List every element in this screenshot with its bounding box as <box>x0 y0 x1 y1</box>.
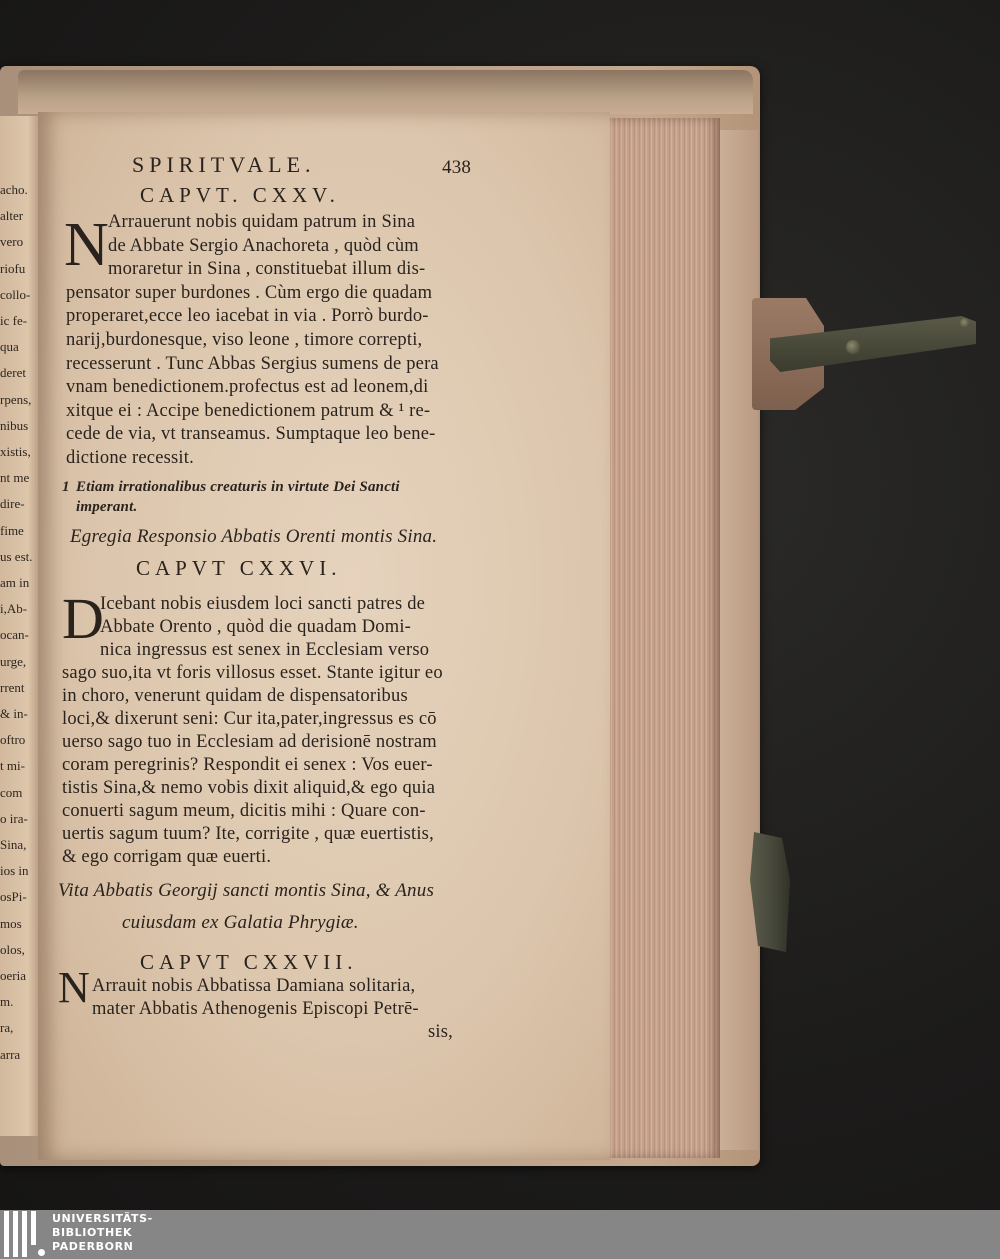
text-line: narij,burdonesque, viso leone , timore correpti, <box>66 330 423 350</box>
drop-cap: N <box>64 211 109 279</box>
left-page-text-fragment: arra <box>0 1046 21 1062</box>
left-page-text-fragment: olos, <box>0 941 25 957</box>
page-number: 438 <box>442 157 472 178</box>
left-page-text-fragment: nt me <box>0 470 30 486</box>
text-line: mater Abbatis Athenogenis Episcopi Petrē- <box>92 999 419 1019</box>
marginal-note: imperant. <box>76 499 138 515</box>
running-head: SPIRITVALE. <box>132 152 316 177</box>
drop-cap: D <box>62 586 104 651</box>
library-name-line: BIBLIOTHEK <box>52 1226 133 1239</box>
text-line: cede de via, vt transeamus. Sumptaque leo bene- <box>66 424 436 445</box>
left-page-text-fragment: oftro <box>0 732 26 748</box>
text-line: moraretur in Sina , constituebat illum dis- <box>108 259 426 280</box>
left-page-text-fragment: acho. <box>0 182 28 197</box>
page-block-edge <box>606 118 720 1158</box>
chapter-heading: CAPVT CXXVII. <box>140 950 358 974</box>
left-page-text-fragment: osPi- <box>0 889 27 905</box>
drop-cap: N <box>58 963 90 1012</box>
clasp-rivet <box>960 318 970 328</box>
left-page-text-fragment: rrent <box>0 679 25 695</box>
text-line: in choro, venerunt quidam de dispensatoribus <box>62 686 408 706</box>
chapter-heading: CAPVT CXXVI. <box>136 556 342 580</box>
left-page-text-fragment: deret <box>0 365 26 381</box>
left-page-text-fragment: dire- <box>0 496 25 512</box>
left-page-text-fragment: Sina, <box>0 837 27 852</box>
left-page-text-fragment: urge, <box>0 653 27 669</box>
library-name-line: PADERBORN <box>52 1240 134 1253</box>
left-page-text-fragment: alter <box>0 208 24 224</box>
left-page-text-fragment: mos <box>0 915 22 931</box>
left-page-text-fragment: nibus <box>0 417 29 433</box>
left-page-text-fragment: t mi- <box>0 758 25 774</box>
marginal-note: Etiam irrationalibus creaturis in virtute Dei Sancti <box>76 479 400 495</box>
text-line: Arrauit nobis Abbatissa Damiana solitaria, <box>92 976 416 996</box>
library-logo-icon <box>2 1211 44 1257</box>
left-page-text-fragment: xistis, <box>0 444 31 459</box>
left-page-text-fragment: us est. <box>0 548 33 564</box>
left-page-text-fragment: ocan- <box>0 627 29 643</box>
left-page-text-fragment: oeria <box>0 968 26 983</box>
text-line: sago suo,ita vt foris villosus esset. Stante igitur eo <box>62 663 443 683</box>
left-page-text-fragment: ra, <box>0 1020 14 1036</box>
text-line: Abbate Orento , quòd die quadam Domi- <box>100 617 412 637</box>
library-name-line: UNIVERSITÄTS- <box>52 1212 153 1225</box>
text-line: dictione recessit. <box>66 448 194 468</box>
clasp-rivet <box>846 340 860 354</box>
text-line: uertis sagum tuum? Ite, corrigite , quæ euertistis, <box>62 824 434 844</box>
text-line: de Abbate Sergio Anachoreta , quòd cùm <box>108 235 419 256</box>
chapter-title: cuiusdam ex Galatia Phrygiæ. <box>122 912 359 933</box>
text-line: recesserunt . Tunc Abbas Sergius sumens de pera <box>66 353 439 374</box>
left-page-text-fragment: com <box>0 784 23 800</box>
left-page-text-fragment: vero <box>0 234 24 250</box>
text-line: properaret,ecce leo iacebat in via . Porrò burdo- <box>66 306 429 327</box>
text-line: sis, <box>428 1022 453 1042</box>
left-page-text-fragment: rpens, <box>0 391 32 407</box>
left-page-text-fragment: am in <box>0 575 30 590</box>
left-page-text-fragment: & in- <box>0 706 28 721</box>
left-page-text-fragment: qua <box>0 339 19 355</box>
left-page-text-fragment: ic fe- <box>0 313 28 328</box>
left-page-text-fragment: o ira- <box>0 810 28 826</box>
binding-top-edge <box>18 70 753 114</box>
note-marker: 1 <box>62 479 70 495</box>
text-line: xitque ei : Accipe benedictionem patrum & ¹ re- <box>66 400 431 421</box>
text-line: coram peregrinis? Respondit ei senex : Vos euer- <box>62 755 433 775</box>
chapter-title: Egregia Responsio Abbatis Orenti montis Sina. <box>70 526 438 547</box>
left-page-text-fragment: riofu <box>0 260 26 276</box>
left-page-text-fragment: fime <box>0 522 24 538</box>
text-line: & ego corrigam quæ euerti. <box>62 847 272 867</box>
text-line: pensator super burdones . Cùm ergo die quadam <box>66 282 433 303</box>
chapter-title: Vita Abbatis Georgij sancti montis Sina, & Anus <box>58 880 435 901</box>
left-page-text-fragment: i,Ab- <box>0 601 28 617</box>
left-page-text-fragment: m. <box>0 994 14 1010</box>
text-line: Arrauerunt nobis quidam patrum in Sina <box>108 212 416 232</box>
left-page-text-fragment: ios in <box>0 863 29 879</box>
left-page-text-fragment: collo- <box>0 286 31 302</box>
text-line: uerso sago tuo in Ecclesiam ad derisionē nostram <box>62 732 437 752</box>
text-line: Icebant nobis eiusdem loci sancti patres de <box>100 594 426 614</box>
left-page-fragment <box>0 116 40 1136</box>
chapter-heading: CAPVT. CXXV. <box>140 183 340 207</box>
text-line: conuerti sagum meum, dicitis mihi : Quare con- <box>62 801 426 821</box>
text-line: vnam benedictionem.profectus est ad leonem,di <box>66 377 429 398</box>
text-line: loci,& dixerunt seni: Cur ita,pater,ingressus es cō <box>62 709 437 729</box>
text-line: tistis Sina,& nemo vobis dixit aliquid,& ego quia <box>62 778 436 798</box>
text-line: nica ingressus est senex in Ecclesiam verso <box>100 640 430 660</box>
